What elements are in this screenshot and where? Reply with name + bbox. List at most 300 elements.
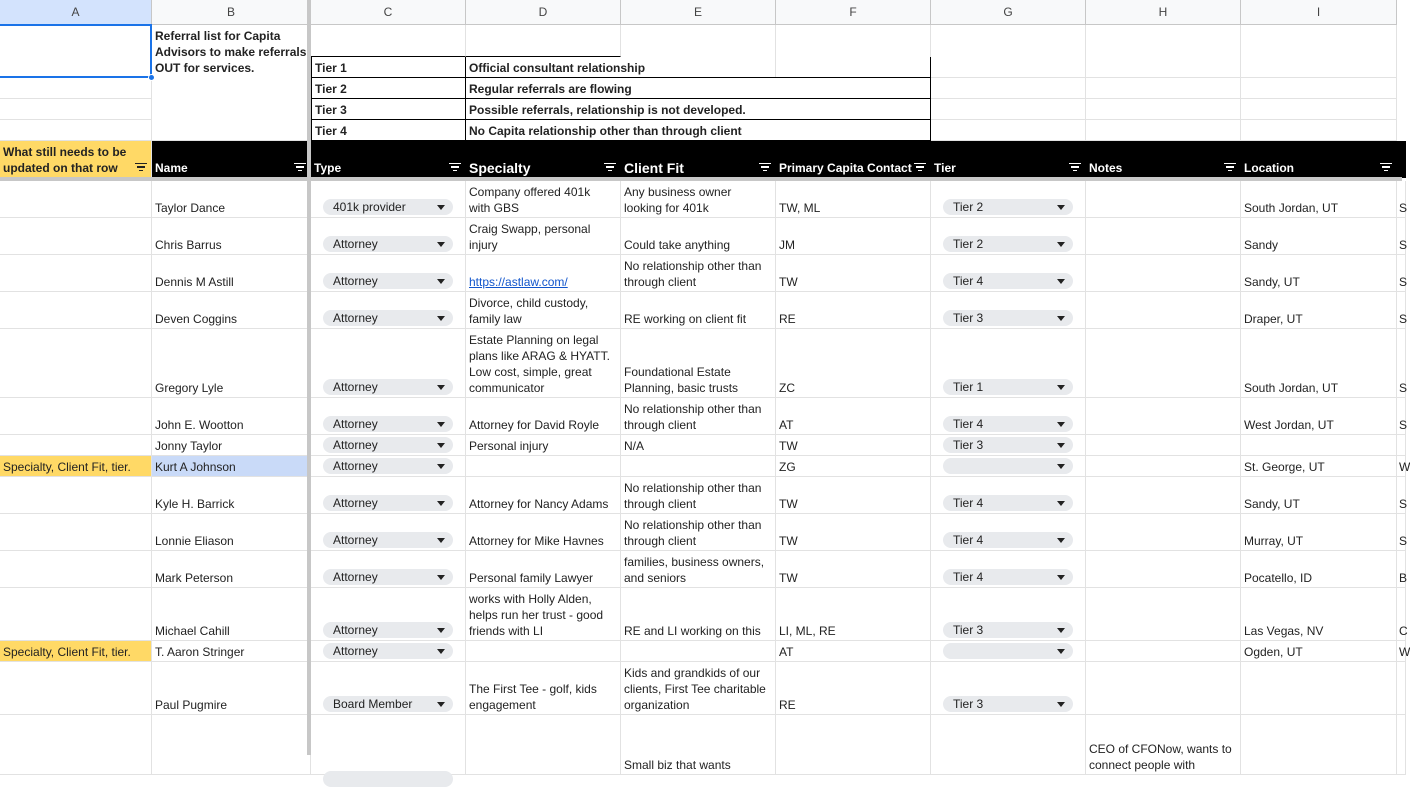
- specialty-cell[interactable]: [466, 477, 621, 514]
- next-column-text: S: [1399, 312, 1408, 326]
- client-fit-cell[interactable]: [621, 218, 776, 255]
- client-fit-cell[interactable]: [621, 588, 776, 641]
- empty-top-cell[interactable]: [931, 78, 1086, 99]
- tier-legend-label-text: Tier 3: [315, 103, 347, 117]
- type-dropdown[interactable]: [323, 458, 453, 474]
- empty-top-cell[interactable]: [1086, 99, 1241, 120]
- update-note-cell[interactable]: [0, 715, 152, 775]
- location-cell-text: St. George, UT: [1244, 460, 1325, 474]
- type-dropdown[interactable]: [323, 416, 453, 432]
- notes-cell[interactable]: [1086, 662, 1241, 715]
- tier-dropdown-label: Tier 2: [953, 200, 984, 214]
- contact-cell[interactable]: [776, 588, 931, 641]
- specialty-cell[interactable]: [466, 588, 621, 641]
- chevron-down-icon: [1057, 628, 1065, 633]
- client-fit-cell[interactable]: [621, 255, 776, 292]
- header-contact[interactable]: [776, 141, 931, 178]
- header-contact-text: Primary Capita Contact: [779, 161, 912, 175]
- header-type[interactable]: [311, 141, 466, 178]
- empty-top-cell[interactable]: [931, 120, 1086, 141]
- notes-cell[interactable]: [1086, 329, 1241, 398]
- tier-legend-label-text: Tier 2: [315, 82, 347, 96]
- type-dropdown-label: Attorney: [333, 623, 378, 637]
- location-cell[interactable]: [1241, 329, 1397, 398]
- notes-cell[interactable]: [1086, 456, 1241, 477]
- header-specialty[interactable]: [466, 141, 621, 178]
- specialty-cell[interactable]: [466, 329, 621, 398]
- header-location[interactable]: [1241, 141, 1397, 178]
- header-specialty-text: Specialty: [469, 160, 531, 176]
- chevron-down-icon: [437, 316, 445, 321]
- contact-cell-text: ZC: [779, 381, 795, 395]
- chevron-down-icon: [437, 538, 445, 543]
- header-client-fit[interactable]: [621, 141, 776, 178]
- filter-icon[interactable]: [449, 163, 461, 171]
- name-cell[interactable]: [152, 292, 311, 329]
- type-dropdown[interactable]: [323, 199, 453, 215]
- name-cell[interactable]: [152, 181, 311, 218]
- next-column-cell[interactable]: [1396, 435, 1406, 456]
- update-note-cell[interactable]: [0, 456, 152, 477]
- title-cell-text: Referral list for Capita Advisors to make referrals OUT for services.: [155, 29, 307, 75]
- next-column-cell[interactable]: [1396, 641, 1410, 662]
- next-column-cell[interactable]: [1396, 715, 1406, 775]
- name-cell[interactable]: [152, 641, 311, 662]
- tier-cell[interactable]: [931, 715, 1086, 775]
- specialty-cell-text: Personal injury: [469, 439, 549, 453]
- chevron-down-icon: [437, 422, 445, 427]
- specialty-cell[interactable]: [466, 181, 621, 218]
- type-dropdown[interactable]: [323, 236, 453, 252]
- header-next-column: [1396, 141, 1406, 178]
- column-header-h[interactable]: H: [1086, 0, 1241, 25]
- location-cell[interactable]: [1241, 435, 1397, 456]
- location-cell-text: Las Vegas, NV: [1244, 624, 1324, 638]
- location-cell-text: Sandy, UT: [1244, 497, 1300, 511]
- specialty-cell[interactable]: [466, 255, 621, 292]
- filter-icon[interactable]: [294, 163, 306, 171]
- client-fit-cell-text: families, business owners, and seniors: [624, 555, 765, 585]
- update-note-cell[interactable]: [0, 551, 152, 588]
- name-cell[interactable]: [152, 477, 311, 514]
- next-column-text: S: [1399, 418, 1408, 432]
- name-cell[interactable]: [152, 329, 311, 398]
- client-fit-cell[interactable]: [621, 435, 776, 456]
- chevron-down-icon: [437, 443, 445, 448]
- tier-dropdown-label: Tier 4: [953, 274, 984, 288]
- tier-dropdown[interactable]: [943, 379, 1073, 395]
- tier-dropdown[interactable]: [943, 458, 1073, 474]
- update-note-cell[interactable]: [0, 514, 152, 551]
- update-note-cell[interactable]: [0, 477, 152, 514]
- location-cell[interactable]: [1241, 551, 1397, 588]
- location-cell-text: South Jordan, UT: [1244, 201, 1339, 215]
- specialty-cell-text: Attorney for David Royle: [469, 418, 600, 432]
- type-dropdown[interactable]: [323, 273, 453, 289]
- specialty-cell[interactable]: [466, 435, 621, 456]
- tier-legend-desc: [466, 57, 931, 78]
- name-cell[interactable]: [152, 662, 311, 715]
- column-header-c[interactable]: C: [311, 0, 466, 25]
- type-dropdown[interactable]: [323, 696, 453, 712]
- contact-cell[interactable]: [776, 456, 931, 477]
- notes-cell[interactable]: [1086, 588, 1241, 641]
- header-a[interactable]: [0, 141, 152, 178]
- type-dropdown[interactable]: [323, 437, 453, 453]
- name-cell[interactable]: [152, 435, 311, 456]
- client-fit-cell[interactable]: [621, 181, 776, 218]
- name-cell-text: Mark Peterson: [155, 571, 234, 585]
- location-cell[interactable]: [1241, 514, 1397, 551]
- next-column-cell[interactable]: [1396, 514, 1406, 551]
- empty-top-cell[interactable]: [1241, 99, 1397, 120]
- contact-cell[interactable]: [776, 662, 931, 715]
- type-dropdown[interactable]: [323, 569, 453, 585]
- tier-dropdown[interactable]: [943, 696, 1073, 712]
- type-dropdown[interactable]: [323, 495, 453, 511]
- notes-cell[interactable]: [1086, 181, 1241, 218]
- notes-cell[interactable]: [1086, 292, 1241, 329]
- update-note-cell[interactable]: [0, 588, 152, 641]
- chevron-down-icon: [1057, 538, 1065, 543]
- filter-icon[interactable]: [759, 163, 771, 171]
- name-cell[interactable]: [152, 514, 311, 551]
- location-cell[interactable]: [1241, 255, 1397, 292]
- column-header-e[interactable]: E: [621, 0, 776, 25]
- tier-dropdown[interactable]: [943, 569, 1073, 585]
- chevron-down-icon: [1057, 575, 1065, 580]
- update-note-cell[interactable]: [0, 329, 152, 398]
- update-note-cell[interactable]: [0, 662, 152, 715]
- update-note-cell-text: Specialty, Client Fit, tier.: [3, 645, 131, 659]
- header-tier-text: Tier: [934, 161, 956, 175]
- empty-top-cell[interactable]: [931, 99, 1086, 120]
- specialty-cell-text: works with Holly Alden, helps run her trust - good friends with LI: [469, 592, 604, 638]
- location-cell-text: Murray, UT: [1244, 534, 1304, 548]
- chevron-down-icon: [437, 575, 445, 580]
- chevron-down-icon: [1057, 649, 1065, 654]
- header-name-text: Name: [155, 161, 188, 175]
- chevron-down-icon: [1057, 385, 1065, 390]
- specialty-cell[interactable]: [466, 715, 621, 775]
- location-cell-text: West Jordan, UT: [1244, 418, 1334, 432]
- contact-cell[interactable]: [776, 255, 931, 292]
- contact-cell[interactable]: [776, 398, 931, 435]
- type-dropdown[interactable]: [323, 771, 453, 787]
- location-cell-text: Ogden, UT: [1244, 645, 1303, 659]
- chevron-down-icon: [437, 649, 445, 654]
- next-column-text: B: [1399, 571, 1408, 585]
- specialty-cell-text: The First Tee - golf, kids engagement: [469, 682, 597, 712]
- column-header-b[interactable]: B: [152, 0, 311, 25]
- type-dropdown-label: Attorney: [333, 237, 378, 251]
- specialty-cell-text: Company offered 401k with GBS: [469, 185, 591, 215]
- next-column-cell[interactable]: [1396, 551, 1406, 588]
- client-fit-cell[interactable]: [621, 329, 776, 398]
- name-cell-text: Kurt A Johnson: [155, 460, 236, 474]
- filter-icon[interactable]: [604, 163, 616, 171]
- notes-cell[interactable]: [1086, 477, 1241, 514]
- specialty-cell-text: Personal family Lawyer: [469, 571, 594, 585]
- empty-top-cell[interactable]: [1086, 120, 1241, 141]
- contact-cell[interactable]: [776, 329, 931, 398]
- contact-cell-text: LI, ML, RE: [779, 624, 836, 638]
- tier-dropdown[interactable]: [943, 495, 1073, 511]
- next-column-cell[interactable]: [1396, 329, 1406, 398]
- notes-cell[interactable]: [1086, 715, 1241, 775]
- location-cell[interactable]: [1241, 398, 1397, 435]
- tier-dropdown[interactable]: [943, 643, 1073, 659]
- location-cell[interactable]: [1241, 292, 1397, 329]
- client-fit-cell-text: Foundational Estate Planning, basic trusts: [624, 365, 739, 395]
- type-dropdown-label: Attorney: [333, 496, 378, 510]
- chevron-down-icon: [437, 628, 445, 633]
- update-note-cell[interactable]: [0, 181, 152, 218]
- specialty-cell[interactable]: [466, 551, 621, 588]
- specialty-cell[interactable]: [466, 514, 621, 551]
- empty-top-cell[interactable]: [1241, 120, 1397, 141]
- specialty-cell[interactable]: [466, 662, 621, 715]
- contact-cell-text: AT: [779, 418, 794, 432]
- empty-a-cell[interactable]: [0, 78, 152, 99]
- client-fit-cell[interactable]: [621, 715, 776, 775]
- contact-cell-text: TW: [779, 439, 798, 453]
- client-fit-cell-text: Could take anything: [624, 238, 731, 252]
- type-dropdown-label: Attorney: [333, 644, 378, 658]
- specialty-cell[interactable]: [466, 641, 621, 662]
- specialty-cell[interactable]: [466, 292, 621, 329]
- tier-dropdown[interactable]: [943, 437, 1073, 453]
- name-cell[interactable]: [152, 456, 311, 477]
- chevron-down-icon: [437, 501, 445, 506]
- chevron-down-icon: [437, 385, 445, 390]
- tier-legend-header-desc: [466, 25, 621, 57]
- chevron-down-icon: [1057, 501, 1065, 506]
- chevron-down-icon: [1057, 443, 1065, 448]
- type-dropdown-label: Board Member: [333, 697, 413, 711]
- client-fit-cell[interactable]: [621, 477, 776, 514]
- tier-legend-header: [311, 25, 466, 57]
- name-cell[interactable]: [152, 398, 311, 435]
- frozen-column-divider[interactable]: [307, 0, 311, 755]
- client-fit-cell[interactable]: [621, 398, 776, 435]
- empty-top-cell[interactable]: [931, 25, 1086, 78]
- empty-top-cell[interactable]: [1086, 78, 1241, 99]
- tier-dropdown[interactable]: [943, 622, 1073, 638]
- notes-cell-text: CEO of CFONow, wants to connect people with: [1089, 742, 1232, 772]
- next-column-cell[interactable]: [1396, 398, 1406, 435]
- update-note-cell[interactable]: [0, 218, 152, 255]
- contact-cell[interactable]: [776, 551, 931, 588]
- chevron-down-icon: [1057, 422, 1065, 427]
- empty-top-cell[interactable]: [1241, 78, 1397, 99]
- notes-cell[interactable]: [1086, 514, 1241, 551]
- location-cell[interactable]: [1241, 715, 1397, 775]
- type-dropdown-label: Attorney: [333, 533, 378, 547]
- notes-cell[interactable]: [1086, 255, 1241, 292]
- filter-icon[interactable]: [1069, 163, 1081, 171]
- column-header-g[interactable]: G: [931, 0, 1086, 25]
- next-column-cell[interactable]: [1396, 292, 1406, 329]
- contact-cell[interactable]: [776, 715, 931, 775]
- next-column-cell[interactable]: [1396, 588, 1406, 641]
- next-column-cell[interactable]: [1396, 255, 1406, 292]
- chevron-down-icon: [437, 242, 445, 247]
- tier-legend-label-text: Tier 1: [315, 61, 347, 75]
- next-column-cell[interactable]: [1396, 456, 1410, 477]
- next-column-cell[interactable]: [1396, 181, 1406, 218]
- tier-dropdown-label: Tier 2: [953, 237, 984, 251]
- tier-legend-desc: [466, 99, 931, 120]
- name-cell[interactable]: [152, 218, 311, 255]
- specialty-cell[interactable]: [466, 456, 621, 477]
- filter-icon[interactable]: [135, 163, 147, 171]
- notes-cell[interactable]: [1086, 551, 1241, 588]
- notes-cell[interactable]: [1086, 398, 1241, 435]
- location-cell[interactable]: [1241, 181, 1397, 218]
- tier-legend-label-text: Tier 4: [315, 124, 347, 138]
- header-tier[interactable]: [931, 141, 1086, 178]
- name-cell-text: Chris Barrus: [155, 238, 222, 252]
- empty-a-cell[interactable]: [0, 120, 152, 141]
- header-notes-text: Notes: [1089, 161, 1123, 175]
- chevron-down-icon: [437, 205, 445, 210]
- client-fit-cell-text: Any business owner looking for 401k: [624, 185, 732, 215]
- tier-dropdown-label: Tier 4: [953, 417, 984, 431]
- specialty-cell[interactable]: [466, 398, 621, 435]
- next-column-text: S: [1399, 534, 1408, 548]
- type-dropdown-label: Attorney: [333, 380, 378, 394]
- frozen-row-divider[interactable]: [0, 177, 1402, 181]
- tier-dropdown[interactable]: [943, 310, 1073, 326]
- next-column-text: S: [1399, 275, 1408, 289]
- next-column-text: S: [1399, 201, 1408, 215]
- notes-cell[interactable]: [1086, 641, 1241, 662]
- contact-cell-text: RE: [779, 698, 796, 712]
- name-cell-text: Lonnie Eliason: [155, 534, 234, 548]
- type-dropdown[interactable]: [323, 532, 453, 548]
- empty-a-cell[interactable]: [0, 99, 152, 120]
- client-fit-cell[interactable]: [621, 514, 776, 551]
- next-column-cell[interactable]: [1396, 218, 1406, 255]
- tier-dropdown[interactable]: [943, 416, 1073, 432]
- filter-icon[interactable]: [1380, 163, 1392, 171]
- next-column-text: S: [1399, 497, 1408, 511]
- location-cell-text: Sandy, UT: [1244, 275, 1300, 289]
- update-note-cell[interactable]: [0, 255, 152, 292]
- location-cell[interactable]: [1241, 456, 1397, 477]
- specialty-cell[interactable]: [466, 218, 621, 255]
- column-header-f[interactable]: F: [776, 0, 931, 25]
- client-fit-cell[interactable]: [621, 641, 776, 662]
- update-note-cell[interactable]: [0, 398, 152, 435]
- tier-dropdown-label: Tier 4: [953, 570, 984, 584]
- update-note-cell[interactable]: [0, 641, 152, 662]
- column-header-a[interactable]: A: [0, 0, 152, 25]
- header-location-text: Location: [1244, 161, 1294, 175]
- type-cell[interactable]: [311, 715, 466, 775]
- selection-fill-handle[interactable]: [148, 74, 155, 81]
- client-fit-cell-text: No relationship other than through client: [624, 402, 762, 432]
- filter-icon[interactable]: [914, 163, 926, 171]
- title-cell[interactable]: [152, 25, 311, 141]
- type-dropdown-label: 401k provider: [333, 200, 406, 214]
- contact-cell[interactable]: [776, 514, 931, 551]
- empty-top-cell[interactable]: [1241, 25, 1397, 78]
- contact-cell[interactable]: [776, 292, 931, 329]
- name-cell-text: Kyle H. Barrick: [155, 497, 235, 511]
- tier-dropdown[interactable]: [943, 273, 1073, 289]
- column-header-d[interactable]: D: [466, 0, 621, 25]
- client-fit-cell[interactable]: [621, 551, 776, 588]
- location-cell[interactable]: [1241, 662, 1397, 715]
- name-cell[interactable]: [152, 588, 311, 641]
- name-cell[interactable]: [152, 551, 311, 588]
- header-notes[interactable]: [1086, 141, 1241, 178]
- next-column-text: C: [1399, 624, 1408, 638]
- notes-cell[interactable]: [1086, 435, 1241, 456]
- tier-dropdown[interactable]: [943, 199, 1073, 215]
- contact-cell-text: TW: [779, 534, 798, 548]
- type-dropdown-label: Attorney: [333, 459, 378, 473]
- location-cell[interactable]: [1241, 477, 1397, 514]
- location-cell-text: Pocatello, ID: [1244, 571, 1313, 585]
- contact-cell[interactable]: [776, 477, 931, 514]
- next-column-text: S: [1399, 381, 1408, 395]
- update-note-cell[interactable]: [0, 435, 152, 456]
- empty-top-cell[interactable]: [1086, 25, 1241, 78]
- contact-cell[interactable]: [776, 435, 931, 456]
- contact-cell[interactable]: [776, 641, 931, 662]
- location-cell-text: Draper, UT: [1244, 312, 1303, 326]
- header-name[interactable]: [152, 141, 311, 178]
- next-column-cell[interactable]: [1396, 477, 1406, 514]
- location-cell[interactable]: [1241, 218, 1397, 255]
- next-column-cell[interactable]: [1396, 662, 1406, 715]
- contact-cell[interactable]: [776, 218, 931, 255]
- client-fit-cell[interactable]: [621, 292, 776, 329]
- tier-dropdown[interactable]: [943, 236, 1073, 252]
- header-type-text: Type: [314, 161, 342, 175]
- client-fit-cell-text: RE working on client fit: [624, 312, 747, 326]
- tier-dropdown[interactable]: [943, 532, 1073, 548]
- chevron-down-icon: [1057, 279, 1065, 284]
- cell-selection: [0, 24, 152, 78]
- client-fit-cell[interactable]: [621, 456, 776, 477]
- location-cell[interactable]: [1241, 588, 1397, 641]
- tier-dropdown-label: Tier 4: [953, 496, 984, 510]
- type-dropdown-label: Attorney: [333, 311, 378, 325]
- type-dropdown[interactable]: [323, 622, 453, 638]
- column-header-i[interactable]: I: [1241, 0, 1397, 25]
- type-dropdown[interactable]: [323, 379, 453, 395]
- type-dropdown-label: Attorney: [333, 274, 378, 288]
- notes-cell[interactable]: [1086, 218, 1241, 255]
- type-dropdown[interactable]: [323, 643, 453, 659]
- client-fit-cell[interactable]: [621, 662, 776, 715]
- type-dropdown-label: Attorney: [333, 438, 378, 452]
- contact-cell-text: AT: [779, 645, 794, 659]
- name-cell[interactable]: [152, 715, 311, 775]
- contact-cell[interactable]: [776, 181, 931, 218]
- location-cell[interactable]: [1241, 641, 1397, 662]
- name-cell[interactable]: [152, 255, 311, 292]
- header-a-text: What still needs to be updated on that row: [3, 145, 127, 175]
- filter-icon[interactable]: [1224, 163, 1236, 171]
- type-dropdown[interactable]: [323, 310, 453, 326]
- update-note-cell[interactable]: [0, 292, 152, 329]
- name-cell-text: Jonny Taylor: [155, 439, 223, 453]
